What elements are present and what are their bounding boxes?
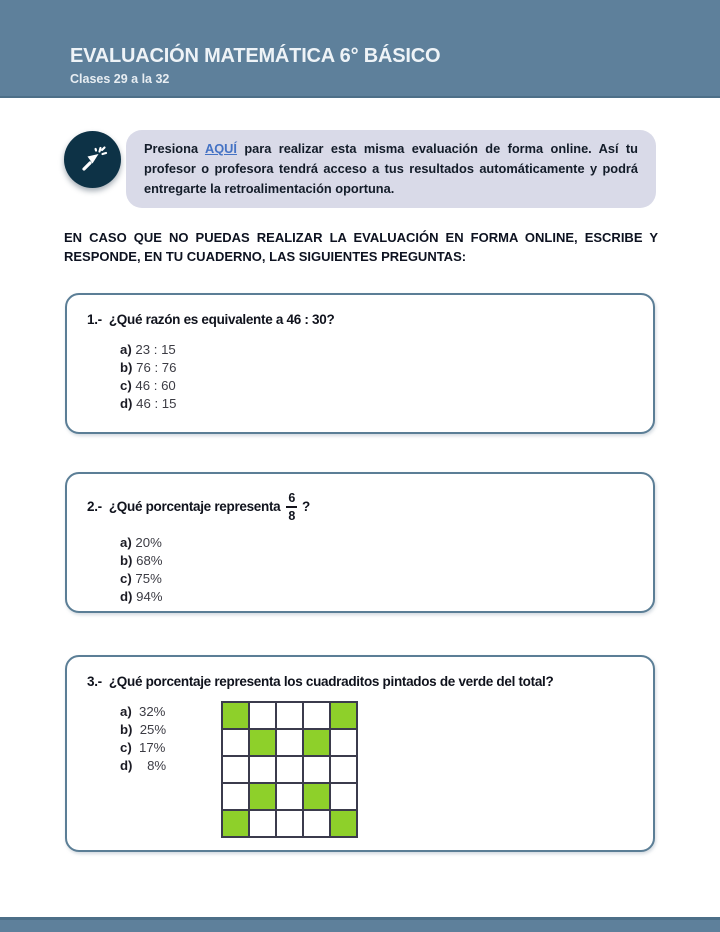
grid-cell-green: [304, 784, 329, 809]
grid-cell-white: [277, 811, 302, 836]
option-3a: a) 32%: [120, 703, 166, 719]
option-1a: a) 23 : 15: [120, 341, 176, 357]
question-3-title: [87, 674, 633, 689]
fraction-6-8: [286, 491, 297, 524]
question-2-text: ¿Qué porcentaje representa: [108, 499, 281, 515]
info-text-after: para realizar esta misma evaluación de forma online. Así tu profesor o profesora tendrá acceso a tus resultados automáticamente y podrá entregarte la retroalimentación oportuna.: [144, 141, 638, 196]
grid-cell-green: [250, 784, 275, 809]
grid-cell-green: [223, 811, 248, 836]
grid-cell-white: [250, 703, 275, 728]
grid-cell-white: [331, 757, 356, 782]
grid-cell-white: [304, 811, 329, 836]
question-1-title: [87, 312, 633, 327]
page-title: EVALUACIÓN MATEMÁTICA 6° BÁSICO: [70, 45, 441, 67]
grid-cell-white: [331, 730, 356, 755]
option-2c: c) 75%: [120, 571, 162, 587]
instruction-text: EN CASO QUE NO PUEDAS REALIZAR LA EVALUACIÓN EN FORMA ONLINE, ESCRIBE Y RESPONDE, EN TU CUADERNO, LAS SIGUIENTES PREGUNTAS:: [64, 229, 658, 264]
question-2-title: [87, 491, 633, 524]
question-card-3: [65, 655, 655, 852]
grid-cell-white: [277, 730, 302, 755]
option-1b: b) 76 : 76: [120, 359, 177, 375]
option-2d: d) 94%: [120, 589, 163, 605]
page-subtitle: Clases 29 a la 32: [70, 72, 170, 86]
option-2b: b) 68%: [120, 553, 163, 569]
question-2-options: [120, 534, 633, 606]
question-3-body: [87, 701, 633, 838]
grid-cell-white: [223, 757, 248, 782]
online-evaluation-link[interactable]: AQUÍ: [204, 141, 237, 156]
option-3c: c) 17%: [120, 739, 166, 755]
grid-cell-white: [304, 757, 329, 782]
header: [0, 0, 720, 86]
info-box: [126, 130, 656, 208]
option-3d: d) 8%: [120, 757, 167, 773]
grid-cell-green: [250, 730, 275, 755]
online-info-callout: [64, 130, 656, 208]
question-1-text: ¿Qué razón es equivalente a 46 : 30?: [108, 311, 335, 327]
fraction-numerator: 6: [286, 491, 297, 508]
question-card-1: [65, 293, 655, 434]
click-cursor-icon: [64, 131, 121, 188]
info-text-before: Presiona: [144, 141, 199, 156]
header-band: [0, 0, 720, 98]
grid-cell-white: [304, 703, 329, 728]
fraction-denominator: 8: [288, 508, 296, 523]
grid-cell-green: [331, 811, 356, 836]
grid-cell-white: [331, 784, 356, 809]
option-3b: b) 25%: [120, 721, 167, 737]
grid-cell-white: [277, 757, 302, 782]
option-1d: d) 46 : 15: [120, 395, 177, 411]
click-cursor-glyph: [77, 144, 109, 176]
question-1-number: 1.-: [87, 311, 102, 327]
question-card-2: [65, 472, 655, 613]
grid-cell-green: [304, 730, 329, 755]
grid-cell-white: [223, 784, 248, 809]
grid-cell-white: [250, 757, 275, 782]
grid-cell-white: [277, 703, 302, 728]
question-3-options: [120, 703, 166, 775]
question-2-number: 2.-: [87, 499, 102, 515]
question-3-text: ¿Qué porcentaje representa los cuadraditos pintados de verde del total?: [108, 673, 554, 689]
question-2-text-after: ?: [302, 499, 310, 515]
grid-cell-white: [223, 730, 248, 755]
grid-cell-white: [277, 784, 302, 809]
question-3-number: 3.-: [87, 673, 102, 689]
footer-band: [0, 917, 720, 932]
question-1-options: [120, 341, 633, 413]
option-2a: a) 20%: [120, 535, 162, 551]
grid-cell-green: [331, 703, 356, 728]
q3-grid: [221, 701, 358, 838]
grid-cell-green: [223, 703, 248, 728]
grid-cell-white: [250, 811, 275, 836]
option-1c: c) 46 : 60: [120, 377, 176, 393]
